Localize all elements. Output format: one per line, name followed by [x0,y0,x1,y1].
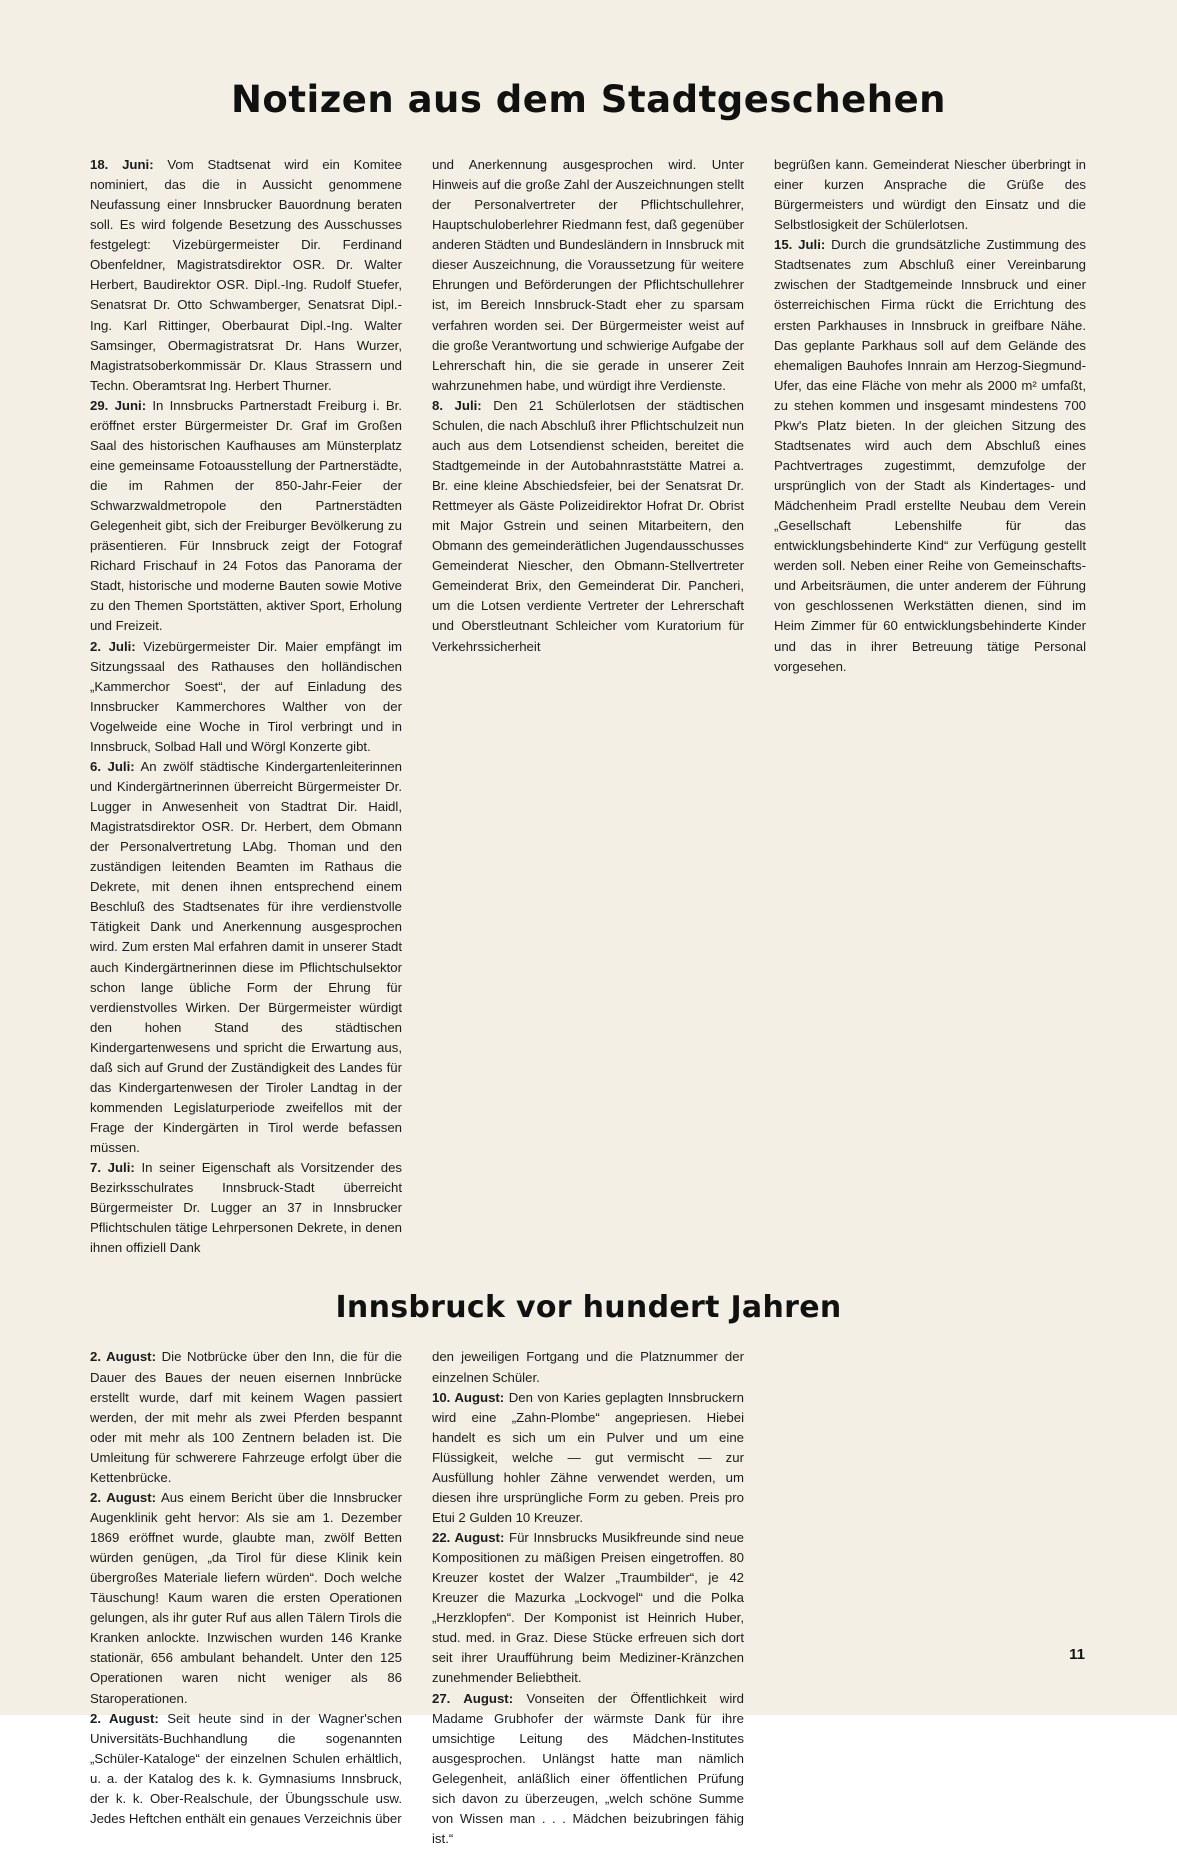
column-1 [90,155,402,1258]
article-paragraph [432,1388,744,1528]
paragraph-text: Durch die grundsätzliche Zustimmung des Stadtsenates zum Abschluß einer Vereinbarung zwischen der Stadtgemeinde Innsbruck und einer österreichischen Firma rückt die Errichtung des ersten Parkhauses in Innsbruck in greifbare Nähe. Das geplante Parkhaus soll auf dem Gelände des ehemaligen Bauhofes Innrain am Herzog-Siegmund-Ufer, das eine Fläche von mehr als 2000 m² umfaßt, zu stehen kommen und insgesamt mindestens 700 Pkw's Platz bieten. In der gleichen Sitzung des Stadtsenates wird auch dem Abschluß eines Pachtvertrages zugestimmt, demzufolge der ursprünglich von der Stadt als Kindertages- und Mädchenheim Pradl erstellte Neubau dem Verein „Gesellschaft Lebenshilfe für das entwicklungsbehinderte Kind“ zur Verfügung gestellt werden soll. Neben einer Reihe von Gemeinschafts- und Arbeitsräumen, die unter anderem der Führung von geschlossenen Werkstätten dienen, sind im Heim Zimmer für 60 entwicklungsbehinderte Kinder und das in ihrer Betreuung tätige Personal vorgesehen. [774,237,1086,673]
paragraph-lead: 2. August: [90,1349,156,1364]
article-paragraph [432,155,744,396]
article-paragraph [432,1347,744,1387]
article-paragraph [432,396,744,657]
paragraph-text: begrüßen kann. Gemeinderat Niescher überbringt in einer kurzen Ansprache die Grüße des Bürgermeisters und würdigt den Einsatz und die Selbstlosigkeit der Schülerlotsen. [774,157,1086,232]
paragraph-lead: 27. August: [432,1691,513,1706]
section-stadtgeschehen-columns [90,155,1087,1258]
paragraph-text: und Anerkennung ausgesprochen wird. Unter Hinweis auf die große Zahl der Auszeichnungen stellt der Personalvertreter der Pflichtschullehrer, Hauptschuloberlehrer Riedmann fest, daß gegenüber anderen Städten und Bundesländern in Innsbruck mit dieser Auszeichnung, die Voraussetzung für weitere Ehrungen und Beförderungen der Pflichtschullehrer ist, im Bereich Innsbruck-Stadt eher zu sparsam verfahren worden sei. Der Bürgermeister weist auf die große Verantwortung und schwierige Aufgabe der Lehrerschaft hin, die sie gerade in unserer Zeit wahrzunehmen habe, und würdigt ihre Verdienste. [432,157,744,393]
paragraph-text: Den von Karies geplagten Innsbruckern wird eine „Zahn-Plombe“ angepriesen. Hiebei handelt es sich um ein Pulver und um eine Flüssigkeit, welche — gut vermischt — zur Ausfüllung hohler Zähne verwendet werden, um diesen ihre ursprüngliche Form zu geben. Preis pro Etui 2 Gulden 10 Kreuzer. [432,1390,744,1525]
page-content [90,78,1087,1849]
paragraph-lead: 6. Juli: [90,759,135,774]
paragraph-text: den jeweiligen Fortgang und die Platznummer der einzelnen Schüler. [432,1349,744,1384]
paragraph-lead: 2. August: [90,1711,159,1726]
paragraph-lead: 2. August: [90,1490,156,1505]
article-paragraph [774,155,1086,235]
page-title: Notizen aus dem Stadtgeschehen [90,78,1087,121]
paragraph-text: Die Notbrücke über den Inn, die für die Dauer des Baues der neuen eisernen Innbrücke erstellt wurde, darf mit keinem Wagen passiert werden, der mit mehr als zwei Pferden bespannt oder mit mehr als 100 Zentnern beladen ist. Die Umleitung für schwerere Fahrzeuge erfolgt über die Kettenbrücke. [90,1349,402,1484]
paragraph-text: In Innsbrucks Partnerstadt Freiburg i. Br. eröffnet erster Bürgermeister Dr. Graf im Großen Saal des historischen Kaufhauses am Münsterplatz eine gemeinsame Fotoausstellung der Partnerstädte, die im Rahmen der 850-Jahr-Feier der Schwarzwaldmetropole den Partnerstädten Gelegenheit gibt, sich der Freiburger Bevölkerung zu präsentieren. Für Innsbruck zeigt der Fotograf Richard Frischauf in 24 Fotos das Panorama der Stadt, historische und moderne Bauten sowie Motive zu den Themen Sportstätten, aktiver Sport, Erholung und Freizeit. [90,398,402,634]
page-number: 11 [1069,1646,1085,1663]
section-hundert-jahren-wrapper [90,1264,1087,1849]
article-paragraph [90,155,402,396]
paragraph-text: Vizebürgermeister Dir. Maier empfängt im Sitzungssaal des Rathauses den holländischen „Kammerchor Soest“, der auf Einladung des Innsbrucker Kammerchores Walther von der Vogelweide eine Woche in Tirol verbringt und in Innsbruck, Solbad Hall und Wörgl Konzerte gibt. [90,639,402,754]
paragraph-lead: 29. Juni: [90,398,146,413]
paragraph-text: Vom Stadtsenat wird ein Komitee nominiert, das die in Aussicht genommene Neufassung einer Innsbrucker Bauordnung beraten soll. Es wird folgende Besetzung des Ausschusses festgelegt: Vizebürgermeister Dir. Ferdinand Obenfeldner, Magistratsdirektor OSR. Dr. Walter Herbert, Baudirektor OSR. Dipl.-Ing. Rudolf Stuefer, Senatsrat Dr. Otto Schwamberger, Senatsrat Dipl.-Ing. Karl Rittinger, Oberbaurat Dipl.-Ing. Walter Samsinger, Obermagistratsrat Dr. Hans Wurzer, Magistratsoberkommissär Dr. Klaus Strassern und Techn. Oberamtsrat Ing. Herbert Thurner. [90,157,402,393]
article-paragraph [90,757,402,1158]
article-paragraph [90,1158,402,1258]
paragraph-text: Den 21 Schülerlotsen der städtischen Schulen, die nach Abschluß ihrer Pflichtschulzeit nun auch aus dem Lotsendienst scheiden, bereitet die Stadtgemeinde in der Autobahnraststätte Matrei a. Br. eine kleine Abschiedsfeier, bei der Senatsrat Dr. Rettmeyer als Gäste Polizeidirektor Hofrat Dr. Obrist mit Major Gstrein und seinen Mitarbeitern, den Obmann des gemeinderätlichen Jugendausschusses Gemeinderat Niescher, den Obmann-Stellvertreter Gemeinderat Brix, den Gemeinderat Dir. Pancheri, um die Lotsen verdiente Vertreter der Lehrerschaft und Oberstleutnant Schleicher vom Kuratorium für Verkehrssicherheit [432,398,744,654]
paragraph-lead: 2. Juli: [90,639,136,654]
article-paragraph [432,1528,744,1689]
column-3 [774,155,1086,1258]
paragraph-lead: 8. Juli: [432,398,482,413]
paragraph-lead: 18. Juni: [90,157,154,172]
article-paragraph [90,1488,402,1709]
column-3-lower [432,1347,744,1849]
paragraph-lead: 10. August: [432,1390,504,1405]
paragraph-lead: 7. Juli: [90,1160,135,1175]
paragraph-lead: 22. August: [432,1530,504,1545]
section-title-innsbruck: Innsbruck vor hundert Jahren [90,1290,1087,1325]
article-paragraph [90,1347,402,1487]
paragraph-text: Seit heute sind in der Wagner'schen Universitäts-Buchhandlung die sogenannten „Schüler-Kataloge“ der einzelnen Schulen erhältlich, u. a. der Katalog des k. k. Gymnasiums Innsbruck, der k. k. Ober-Realschule, der Übungsschule usw. Jedes Heftchen enthält ein genaues Verzeichnis über [90,1711,402,1826]
article-paragraph [432,1689,744,1849]
paragraph-text: Für Innsbrucks Musikfreunde sind neue Kompositionen zu mäßigen Preisen eingetroffen. 80 Kreuzer kostet der Walzer „Traumbilder“, je 42 Kreuzer die Mazurka „Lockvogel“ und die Polka „Herzklopfen“. Der Komponist ist Heinrich Huber, stud. med. in Graz. Diese Stücke erfreuen sich dort seit ihrer Uraufführung beim Mediziner-Kränzchen zunehmender Beliebtheit. [432,1530,744,1685]
article-paragraph [90,637,402,757]
paragraph-lead: 15. Juli: [774,237,825,252]
paragraph-text: Vonseiten der Öffentlichkeit wird Madame Grubhofer der wärmste Dank für ihre umsichtige Leitung des Mädchen-Institutes ausgesprochen. Unlängst hatte man nämlich Gelegenheit, anläßlich einer öffentlichen Prüfung sich davon zu überzeugen, „welch schöne Summe von Wissen man . . . Mädchen beizubringen fähig ist.“ [432,1691,744,1846]
paragraph-text: Aus einem Bericht über die Innsbrucker Augenklinik geht hervor: Als sie am 1. Dezember 1869 eröffnet wurde, glaubte man, zwölf Betten würden genügen, „da Tirol für diese Klinik kein übergroßes Materiale liefern würden“. Doch welche Täuschung! Kaum waren die ersten Operationen gelungen, als ihr guter Ruf aus allen Tälern Tirols die Kranken anlockte. Inzwischen wurden 146 Kranke stationär, 656 ambulant behandelt. Unter den 125 Operationen waren nicht weniger als 86 Staroperationen. [90,1490,402,1706]
column-2-lower [90,1347,402,1849]
article-paragraph [90,1709,402,1829]
section2-right-block [90,1264,1087,1849]
article-paragraph [90,396,402,637]
section2-columns [90,1347,1087,1849]
paragraph-text: An zwölf städtische Kindergartenleiterinnen und Kindergärtnerinnen überreicht Bürgermeister Dr. Lugger in Anwesenheit von Stadtrat Dir. Haidl, Magistratsdirektor OSR. Dr. Herbert, dem Obmann der Personalvertretung LAbg. Thoman und den zuständigen leitenden Beamten im Rathaus die Dekrete, mit denen ihnen entsprechend einem Beschluß des Stadtsenates für ihre verdienstvolle Tätigkeit Dank und Anerkennung ausgesprochen wird. Zum ersten Mal erfahren damit in unserer Stadt auch Kindergärtnerinnen diese im Pflichtschulsektor schon lange übliche Form der Ehrung für verdienstvolles Wirken. Der Bürgermeister würdigt den hohen Stand des städtischen Kindergartenwesens und spricht die Erwartung aus, daß sich auf Grund der Zuständigkeit des Landes für das Kindergartenwesen der Tiroler Landtag in der kommenden Legislaturperiode zweifellos mit der Frage der Kindergärten in Tirol werde befassen müssen. [90,759,402,1155]
article-paragraph [774,235,1086,676]
paragraph-text: In seiner Eigenschaft als Vorsitzender des Bezirksschulrates Innsbruck-Stadt überreicht Bürgermeister Dr. Lugger an 37 in Innsbrucker Pflichtschulen tätige Lehrpersonen Dekrete, in denen ihnen offiziell Dank [90,1160,402,1255]
column-2 [432,155,744,1258]
